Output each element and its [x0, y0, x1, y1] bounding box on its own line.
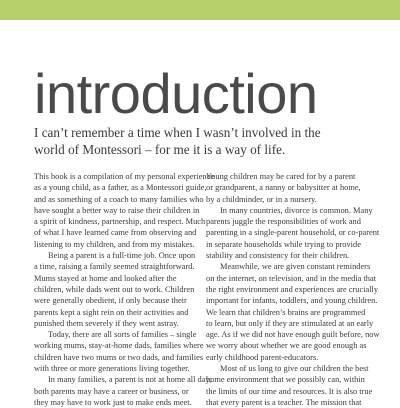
- intro-paragraph: [34, 124, 394, 158]
- body-text-line: important for infants, toddlers, and young children.: [206, 296, 378, 306]
- body-column-right: [206, 171, 380, 408]
- body-text-line: of what I have learned came from observing and: [34, 228, 197, 238]
- body-text-line: have sought a better way to raise their children in: [34, 205, 200, 215]
- body-text-line: Mums stayed at home and looked after the: [34, 273, 177, 283]
- intro-line: world of Montessori – for me it is a way of life.: [34, 142, 286, 157]
- body-text-line: working mums, stay-at-home dads, families where: [34, 341, 204, 351]
- body-column-left: [34, 171, 215, 408]
- body-text-line: In many families, a parent is not at home all day;: [48, 375, 212, 385]
- body-text-line: home environment that we possibly can, within: [206, 375, 365, 385]
- body-text-line: We learn that children’s brains are programmed: [206, 307, 366, 317]
- body-text-line: and as something of a coach to many families who: [34, 194, 204, 204]
- body-text-line: Today, there are all sorts of families – single: [48, 330, 197, 340]
- body-text-line: parents juggle the responsibilities of work and: [206, 217, 361, 227]
- body-text-line: as a young child, as a father, as a Montessori guide,: [34, 183, 207, 193]
- body-text-line: that every parent is a teacher. The mission that: [206, 397, 362, 407]
- body-text-line: listening to my children, and from my mistakes.: [34, 239, 195, 249]
- body-text-line: or grandparent, a nanny or babysitter at home,: [206, 183, 361, 193]
- body-text-line: children have two mums or two dads, and families: [34, 352, 204, 362]
- body-text-line: Meanwhile, we are given constant reminders: [220, 262, 371, 272]
- intro-line: I can’t remember a time when I wasn’t involved in the: [34, 125, 321, 140]
- body-text-line: in separate households while trying to provide: [206, 239, 361, 249]
- body-text-line: a spirit of kindness, partnership, and respect. Much: [34, 217, 206, 227]
- body-text-line: punished them severely if they went astray.: [34, 318, 179, 328]
- body-text-line: Most of us long to give our children the best: [220, 364, 369, 374]
- page-heading: introduction: [34, 62, 318, 125]
- body-text-line: to learn, but only if they are stimulated at an early: [206, 318, 374, 328]
- body-text-line: a time, raising a family seemed straightforward.: [34, 262, 195, 272]
- body-text-line: In many countries, divorce is common. Many: [220, 205, 373, 215]
- body-text-line: with three or more generations living together.: [34, 364, 190, 374]
- body-text-line: the limits of our time and resources. It is also true: [206, 386, 373, 396]
- body-text-line: were generally obedient, if only because their: [34, 296, 187, 306]
- body-text-line: on the internet, on television, and in the media that: [206, 273, 377, 283]
- body-text-line: Young children may be cared for by a parent: [206, 172, 356, 181]
- body-text-line: they may have to work just to make ends meet.: [34, 397, 192, 407]
- body-text-line: both parents may have a career or business, or: [34, 386, 189, 396]
- body-text-line: This book is a compilation of my personal experience: [34, 172, 215, 181]
- body-text-line: parents kept a sight rein on their activities and: [34, 307, 189, 317]
- body-text-line: the right environment and experiences are crucially: [206, 284, 379, 294]
- body-text-line: early childhood parent-educators.: [206, 352, 319, 362]
- body-text-line: we worry about whether we are good enough as: [206, 341, 367, 351]
- body-text-line: parenting in a single-parent household, or co-parent: [206, 228, 380, 238]
- body-text-line: children, while dads went out to work. Children: [34, 284, 195, 294]
- accent-header-bar: [0, 0, 400, 20]
- body-text-line: stability and consistency for their children.: [206, 251, 350, 261]
- body-text-line: by a childminder, or in a nursery.: [206, 194, 317, 204]
- body-text-line: Being a parent is a full-time job. Once upon: [48, 251, 196, 261]
- body-text-line: age. As if we did not have enough guilt before, now: [206, 330, 380, 340]
